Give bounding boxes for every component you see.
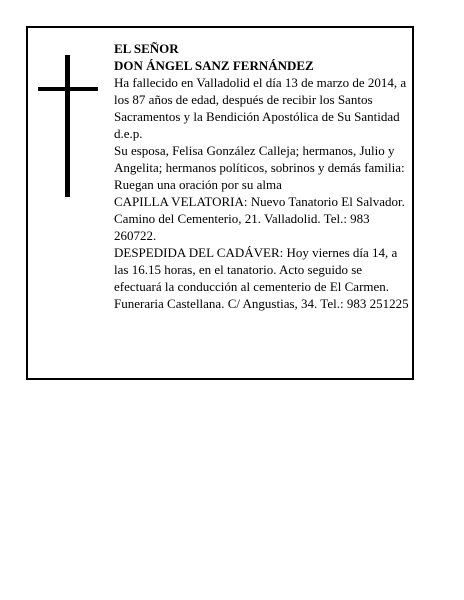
notice-paragraph-farewell: DESPEDIDA DEL CADÁVER: Hoy viernes día 14, a las 16.15 horas, en el tanatorio. Acto seguido se efectuará la conducción al cementerio de El Carmen. bbox=[114, 245, 398, 294]
notice-text bbox=[114, 40, 410, 312]
notice-paragraph-funeral-home: Funeraria Castellana. C/ Angustias, 34. Tel.: 983 251225 bbox=[114, 296, 409, 311]
notice-paragraph-family: Su esposa, Felisa González Calleja; hermanos, Julio y Angelita; hermanos políticos, sobrinos y demás familia: bbox=[114, 143, 405, 175]
notice-paragraph-prayer: Ruegan una oración por su alma bbox=[114, 177, 282, 192]
cross-icon bbox=[38, 55, 98, 197]
cross-vertical-bar bbox=[65, 55, 70, 197]
notice-paragraph-death: Ha fallecido en Valladolid el día 13 de marzo de 2014, a los 87 años de edad, después de recibir los Santos Sacramentos y la Bendición Apostólica de Su Santidad d.e.p. bbox=[114, 75, 407, 141]
notice-title-line2: DON ÁNGEL SANZ FERNÁNDEZ bbox=[114, 58, 314, 73]
obituary-notice bbox=[26, 26, 414, 380]
notice-title-line1: EL SEÑOR bbox=[114, 41, 179, 56]
cross-horizontal-bar bbox=[38, 87, 98, 91]
notice-paragraph-chapel: CAPILLA VELATORIA: Nuevo Tanatorio El Salvador. Camino del Cementerio, 21. Valladolid. Tel.: 983 260722. bbox=[114, 194, 405, 243]
